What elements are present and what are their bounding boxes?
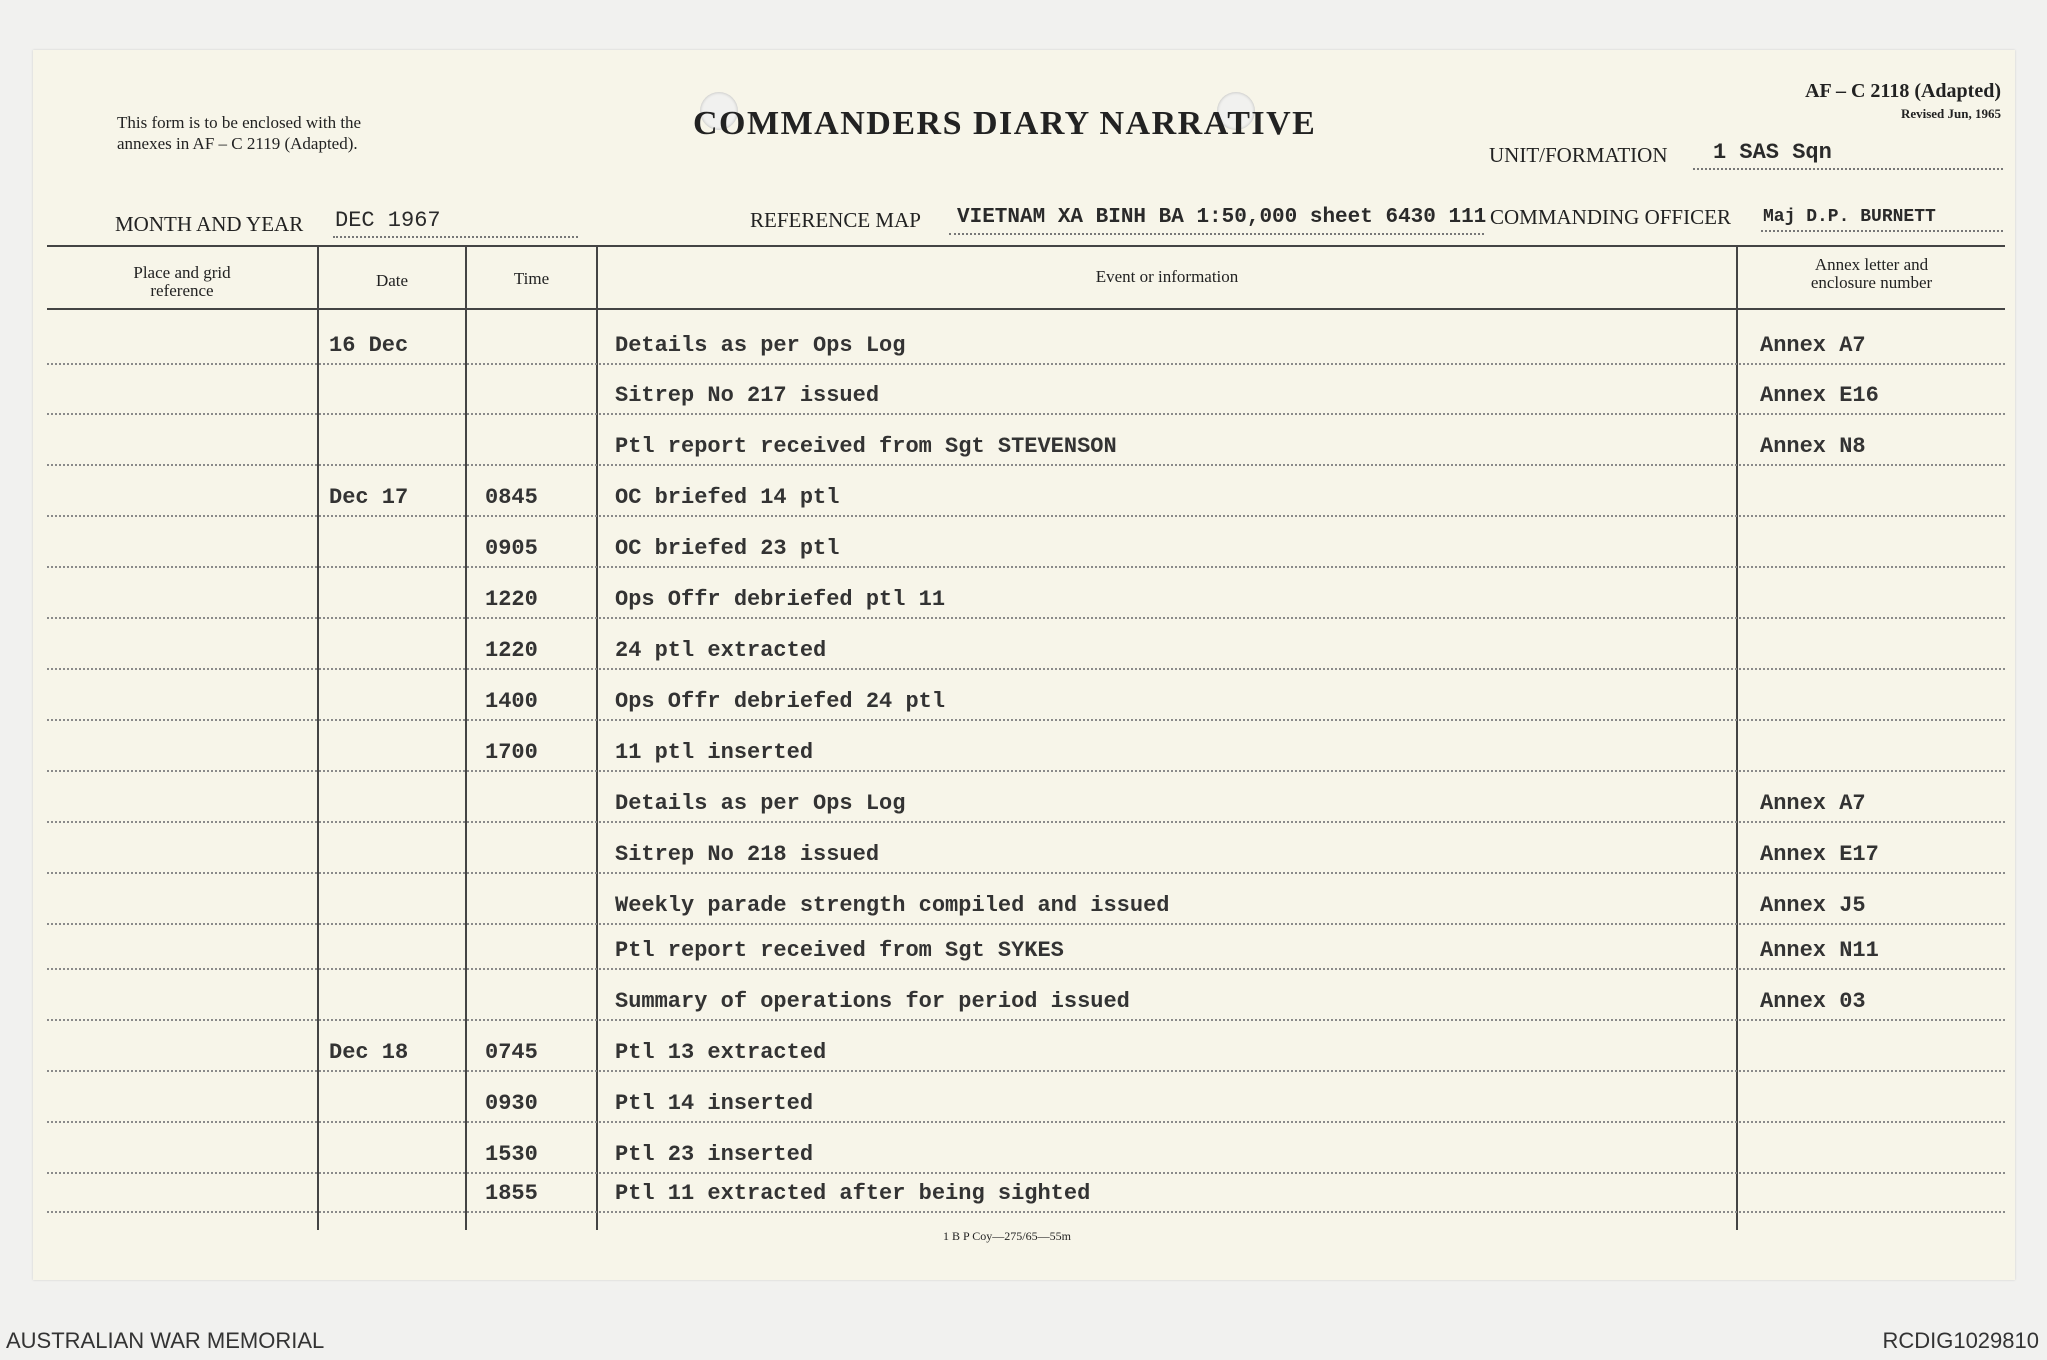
entry-time: 0930 xyxy=(485,1091,538,1116)
table-top-rule xyxy=(47,245,2005,247)
entry-event: Ptl 13 extracted xyxy=(615,1040,827,1065)
row-rule xyxy=(47,1121,2005,1123)
entry-time: 0845 xyxy=(485,485,538,510)
print-code: 1 B P Coy—275/65—55m xyxy=(943,1229,1071,1243)
row-rule xyxy=(47,719,2005,721)
row-rule xyxy=(47,872,2005,874)
entry-annex: Annex E17 xyxy=(1760,842,1879,867)
col-header-time: Time xyxy=(513,269,550,288)
entry-event: 11 ptl inserted xyxy=(615,740,814,765)
entry-event: Details as per Ops Log xyxy=(615,333,906,358)
entry-event: Sitrep No 217 issued xyxy=(615,383,880,408)
entry-time: 1855 xyxy=(485,1181,538,1206)
col-header-date: Date xyxy=(375,271,409,290)
archive-image-id: RCDIG1029810 xyxy=(1882,1328,2039,1353)
entry-event: Weekly parade strength compiled and issued xyxy=(615,893,1170,918)
form-title: COMMANDERS DIARY NARRATIVE xyxy=(693,105,1317,142)
entry-time: 1530 xyxy=(485,1142,538,1167)
reference-map-label: REFERENCE MAP xyxy=(750,208,921,232)
entry-event: Ops Offr debriefed ptl 11 xyxy=(615,587,946,612)
entry-event: Ptl 14 inserted xyxy=(615,1091,814,1116)
reference-map-value: VIETNAM XA BINH BA 1:50,000 sheet 6430 111 xyxy=(957,206,1487,229)
commanding-officer-value: Maj D.P. BURNETT xyxy=(1763,207,1936,227)
entry-event: Ptl report received from Sgt SYKES xyxy=(615,938,1064,963)
row-rule xyxy=(47,566,2005,568)
row-rule xyxy=(47,1211,2005,1213)
header-bottom-rule xyxy=(47,308,2005,310)
form-notice: This form is to be enclosed with the annexes in AF – C 2119 (Adapted). xyxy=(117,113,362,153)
unit-value: 1 SAS Sqn xyxy=(1713,140,1832,165)
entry-event: Ptl 23 inserted xyxy=(615,1142,814,1167)
entry-event: Sitrep No 218 issued xyxy=(615,842,880,867)
row-rule xyxy=(47,413,2005,415)
entry-event: 24 ptl extracted xyxy=(615,638,827,663)
entry-annex: Annex N8 xyxy=(1760,434,1866,459)
entry-time: 1220 xyxy=(485,638,538,663)
col-header-place: Place and grid reference xyxy=(133,263,231,300)
form-number: AF – C 2118 (Adapted) xyxy=(1805,80,2001,102)
entry-annex: Annex 03 xyxy=(1760,989,1866,1014)
row-rule xyxy=(47,668,2005,670)
entry-time: 0905 xyxy=(485,536,538,561)
entry-annex: Annex J5 xyxy=(1760,893,1866,918)
entry-date: Dec 17 xyxy=(329,485,409,510)
row-rule xyxy=(47,515,2005,517)
col-header-annex: Annex letter and enclosure number xyxy=(1810,255,1933,292)
entry-event: Details as per Ops Log xyxy=(615,791,906,816)
month-year-label: MONTH AND YEAR xyxy=(115,212,304,236)
entry-time: 1400 xyxy=(485,689,538,714)
row-rule xyxy=(47,464,2005,466)
entry-annex: Annex A7 xyxy=(1760,791,1866,816)
entry-time: 1700 xyxy=(485,740,538,765)
row-rule xyxy=(47,617,2005,619)
col-header-event: Event or information xyxy=(1095,267,1239,286)
col-divider-4 xyxy=(1736,245,1738,1230)
entry-time: 1220 xyxy=(485,587,538,612)
entry-event: OC briefed 23 ptl xyxy=(615,536,840,561)
entry-event: Summary of operations for period issued xyxy=(615,989,1130,1014)
unit-label: UNIT/FORMATION xyxy=(1489,143,1668,167)
entry-date: 16 Dec xyxy=(329,333,409,358)
row-rule xyxy=(47,1070,2005,1072)
row-rule xyxy=(47,363,2005,365)
row-rule xyxy=(47,968,2005,970)
entry-annex: Annex N11 xyxy=(1760,938,1879,963)
commanding-officer-label: COMMANDING OFFICER xyxy=(1490,205,1731,229)
entry-annex: Annex A7 xyxy=(1760,333,1866,358)
entry-annex: Annex E16 xyxy=(1760,383,1879,408)
diary-form xyxy=(33,50,2015,1280)
row-rule xyxy=(47,1019,2005,1021)
entry-time: 0745 xyxy=(485,1040,538,1065)
revision-date: Revised Jun, 1965 xyxy=(1900,106,2001,121)
col-divider-2 xyxy=(465,245,467,1230)
entry-event: Ptl 11 extracted after being sighted xyxy=(615,1181,1091,1206)
row-rule xyxy=(47,770,2005,772)
entry-date: Dec 18 xyxy=(329,1040,409,1065)
entry-event: OC briefed 14 ptl xyxy=(615,485,840,510)
col-divider-1 xyxy=(317,245,319,1230)
entry-event: Ptl report received from Sgt STEVENSON xyxy=(615,434,1117,459)
row-rule xyxy=(47,923,2005,925)
row-rule xyxy=(47,1172,2005,1174)
month-year-value: DEC 1967 xyxy=(335,208,441,233)
row-rule xyxy=(47,821,2005,823)
archive-institution: AUSTRALIAN WAR MEMORIAL xyxy=(6,1328,325,1353)
col-divider-3 xyxy=(596,245,598,1230)
entry-event: Ops Offr debriefed 24 ptl xyxy=(615,689,946,714)
